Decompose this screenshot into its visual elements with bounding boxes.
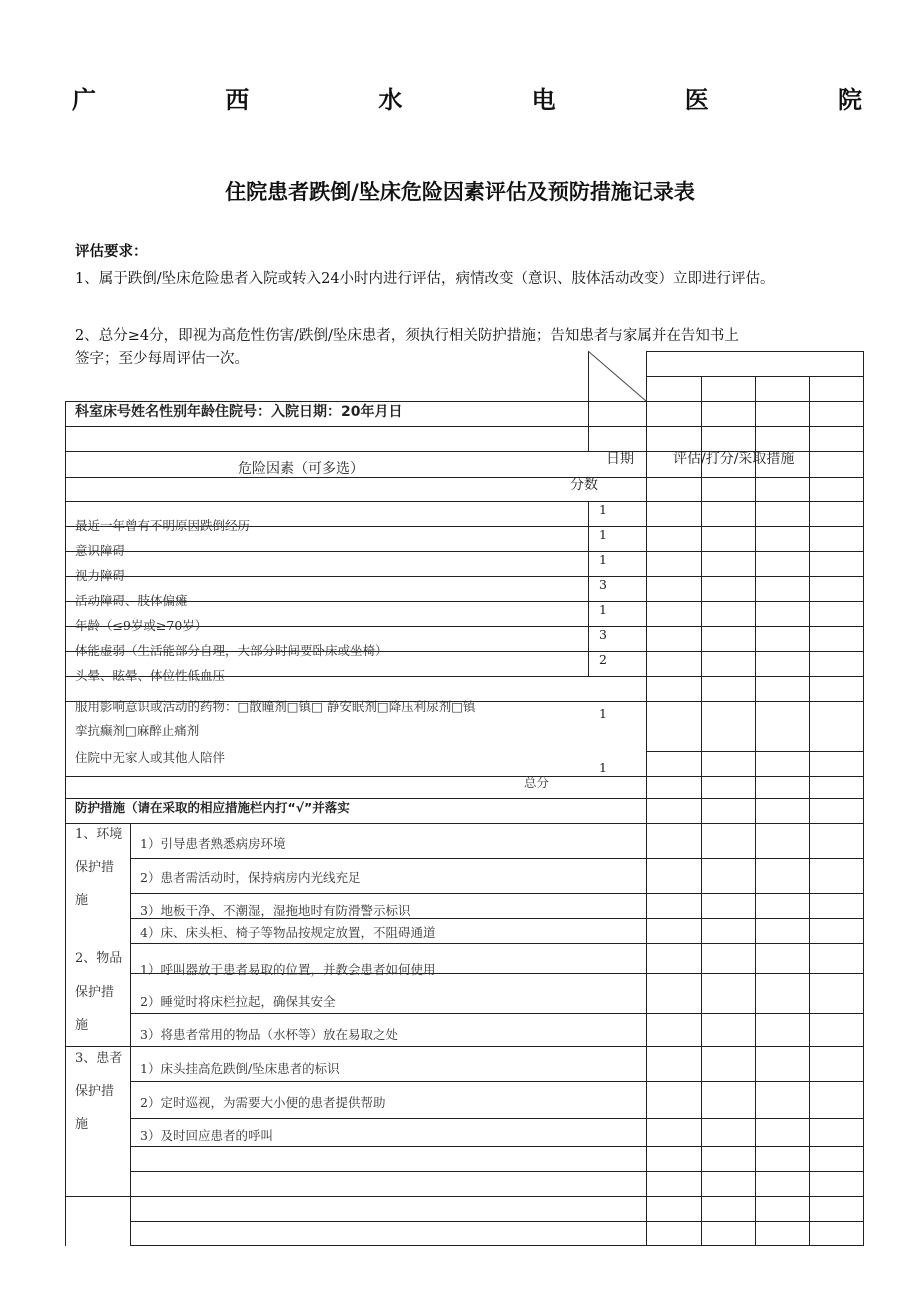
- eval-header: 评估/打分/采取措施: [673, 451, 795, 467]
- requirement-2b: 签字；至少每周评估一次。: [75, 351, 249, 367]
- date-header: 日期: [606, 451, 634, 467]
- risk-item: 视力障碍: [75, 568, 126, 583]
- measure-item: 3）地板干净、不潮湿，湿拖地时有防滑警示标识: [140, 903, 411, 918]
- no-family-score: 1: [599, 760, 607, 775]
- measure-item: 2）定时巡视，为需要大小便的患者提供帮助: [140, 1095, 386, 1110]
- measure-item: 3）及时回应患者的呼叫: [140, 1128, 273, 1143]
- requirements-heading: 评估要求：: [75, 244, 148, 260]
- hospital-char: 院: [837, 86, 862, 114]
- medication-score: 1: [599, 706, 607, 721]
- group-name-line: 施: [75, 1018, 89, 1033]
- group-name-line: 保护措: [75, 1084, 115, 1099]
- measure-item: 4）床、床头柜、椅子等物品按规定放置，不阻碍通道: [140, 925, 436, 940]
- risk-item: 体能虚弱（生活能部分自理，大部分时间要卧床或坐椅）: [75, 643, 388, 658]
- group-name-line: 3、患者: [75, 1051, 123, 1066]
- hospital-name: [72, 80, 862, 120]
- measure-item: 2）睡觉时将床栏拉起，确保其安全: [140, 994, 336, 1009]
- medication-line-1: 服用影响意识或活动的药物：□散瞳剂□镇□ 静安眠剂□降压利尿剂□镇: [75, 699, 476, 714]
- patient-info-line: 科室床号姓名性别年龄住院号：入院日期：20年月日: [75, 404, 403, 420]
- risk-item: 意识障碍: [75, 543, 126, 558]
- group-name-line: 保护措: [75, 860, 115, 875]
- measure-item: 1）床头挂高危跌倒/坠床患者的标识: [140, 1061, 340, 1076]
- hospital-char: 西: [225, 86, 250, 114]
- risk-score: 2: [599, 652, 607, 667]
- risk-score: 3: [599, 627, 607, 642]
- measure-item: 3）将患者常用的物品（水杯等）放在易取之处: [140, 1027, 398, 1042]
- group-name-line: 1、环境: [75, 827, 123, 842]
- group-name-line: 保护措: [75, 985, 115, 1000]
- score-header: 分数: [570, 477, 598, 493]
- risk-score: 1: [599, 552, 607, 567]
- risk-score: 1: [599, 527, 607, 542]
- risk-item: 最近一年曾有不明原因跌倒经历: [75, 518, 251, 533]
- total-label: 总分: [524, 775, 550, 790]
- risk-item: 活动障碍、肢体偏瘫: [75, 593, 188, 608]
- medication-line-2: 挛抗癫剂□麻醉止痛剂: [75, 723, 200, 738]
- measures-heading: 防护措施（请在采取的相应措施栏内打“√”并落实: [75, 800, 350, 815]
- group-name-line: 施: [75, 1117, 89, 1132]
- group-name-line: 2、物品: [75, 951, 123, 966]
- hospital-char: 广: [72, 86, 96, 114]
- risk-score: 1: [599, 602, 607, 617]
- hospital-char: 医: [684, 86, 709, 114]
- risk-score: 3: [599, 577, 607, 592]
- risk-item: 头晕、眩晕、体位性低血压: [75, 668, 226, 683]
- hospital-char: 电: [531, 86, 556, 114]
- no-family-item: 住院中无家人或其他人陪伴: [75, 750, 226, 765]
- measure-item: 1）引导患者熟悉病房环境: [140, 836, 286, 851]
- diagonal-divider: [588, 351, 646, 401]
- requirement-1: 1、属于跌倒/坠床危险患者入院或转入24小时内进行评估，病情改变（意识、肢体活动改变）立即进行评估。: [75, 271, 775, 287]
- page-title: 住院患者跌倒/坠床危险因素评估及预防措施记录表: [225, 180, 695, 204]
- risk-score: 1: [599, 502, 607, 517]
- group-name-line: 施: [75, 893, 89, 908]
- measure-item: 1）呼叫器放于患者易取的位置，并教会患者如何使用: [140, 962, 436, 977]
- requirement-2a: 2、总分≥4分，即视为高危性伤害/跌倒/坠床患者，须执行相关防护措施；告知患者与家属并在告知书上: [75, 328, 739, 344]
- measure-item: 2）患者需活动时，保持病房内光线充足: [140, 870, 361, 885]
- risk-factors-header: 危险因素（可多选）: [238, 461, 364, 477]
- risk-item: 年龄（≤9岁或≥70岁）: [75, 618, 208, 633]
- hospital-char: 水: [378, 86, 403, 114]
